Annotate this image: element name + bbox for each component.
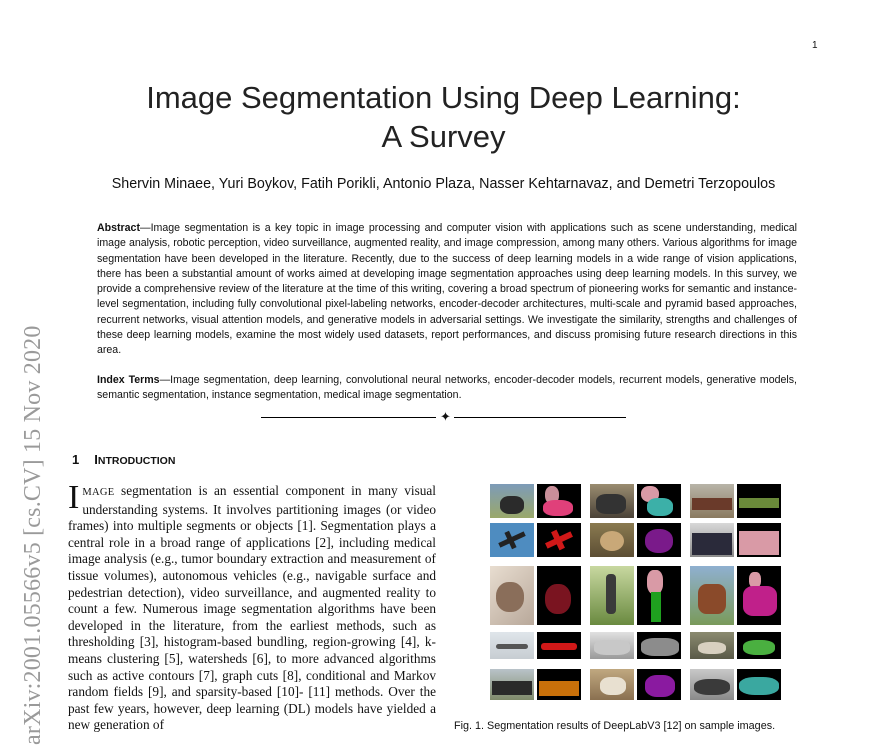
sample-pair-cat bbox=[490, 566, 581, 625]
section-number: 1 bbox=[72, 452, 80, 467]
figure-column-1 bbox=[490, 484, 581, 700]
segmentation-mask bbox=[637, 669, 681, 700]
abstract-label: Abstract bbox=[97, 222, 140, 234]
title-line-2: A Survey bbox=[381, 119, 506, 154]
sample-photo bbox=[490, 523, 534, 557]
sample-photo bbox=[590, 632, 634, 659]
sample-pair-horse-rider bbox=[690, 566, 781, 625]
sample-pair-cyclist bbox=[590, 566, 681, 625]
sample-pair-airplane bbox=[490, 523, 581, 557]
index-terms-text: —Image segmentation, deep learning, convolutional neural networks, encoder-decoder models, recurrent models, generative models, semantic segmentation, instance segmentation, medical image segmentation. bbox=[97, 374, 797, 402]
segmentation-mask bbox=[537, 632, 581, 659]
abstract-text: —Image segmentation is a key topic in image processing and computer vision with applications such as scene understanding, medical image analysis, robotic perception, video surveillance, augmented reality, and image compression, among many others. Various algorithms for image segmentation have been developed in the literature. Recently, due to the success of deep learning models in a wide range of vision applications, there has been a substantial amount of works aimed at developing image segmentation approaches using deep learning models. In this survey, we provide a comprehensive review of the literature at the time of this writing, covering a broad spectrum of pioneering works for semantic and instance-level segmentation, including fully convolutional pixel-labeling networks, encoder-decoder architectures, multi-scale and pyramid based approaches, recurrent networks, visual attention models, and generative models in adversarial settings. We investigate the similarity, strengths and challenges of these deep learning models, examine the most widely used datasets, report performances, and discuss promising future research directions in this area. bbox=[97, 222, 797, 357]
sample-photo bbox=[590, 484, 634, 518]
sample-pair-people bbox=[690, 523, 781, 557]
title-line-1: Image Segmentation Using Deep Learning: bbox=[146, 80, 741, 115]
author-list: Shervin Minaee, Yuri Boykov, Fatih Porikli, Antonio Plaza, Nasser Kehtarnavaz, and Demetri Terzopoulos bbox=[111, 176, 776, 192]
sample-pair-motorbike-2 bbox=[690, 669, 781, 700]
section-heading bbox=[72, 452, 175, 467]
index-terms-label: Index Terms bbox=[97, 374, 160, 386]
segmentation-mask bbox=[537, 566, 581, 625]
sample-pair-sheep bbox=[590, 669, 681, 700]
sample-photo bbox=[490, 632, 534, 659]
sample-photo bbox=[690, 484, 734, 518]
separator-diamond-icon: ✦ bbox=[440, 409, 451, 424]
segmentation-mask bbox=[737, 523, 781, 557]
segmentation-mask bbox=[737, 632, 781, 659]
segmentation-mask bbox=[637, 632, 681, 659]
segmentation-mask bbox=[537, 523, 581, 557]
sample-pair-horses bbox=[690, 484, 781, 518]
figure-segmentation-grid bbox=[490, 484, 781, 700]
segmentation-mask bbox=[537, 484, 581, 518]
segmentation-mask bbox=[637, 484, 681, 518]
sample-photo bbox=[590, 523, 634, 557]
segmentation-mask bbox=[637, 566, 681, 625]
sample-pair-cows bbox=[490, 669, 581, 700]
arxiv-stamp-text: arXiv:2001.05566v5 [cs.CV] 15 Nov 2020 bbox=[20, 325, 46, 745]
index-terms bbox=[97, 373, 797, 404]
sample-pair-car bbox=[590, 632, 681, 659]
intro-paragraph bbox=[68, 479, 436, 734]
sample-photo bbox=[690, 523, 734, 557]
sample-photo bbox=[590, 566, 634, 625]
sample-pair-airplane-2 bbox=[490, 632, 581, 659]
segmentation-mask bbox=[537, 669, 581, 700]
separator-rule-right bbox=[454, 417, 626, 418]
paper-title bbox=[0, 78, 887, 156]
section-title-rest: NTRODUCTION bbox=[97, 455, 176, 467]
figure-caption: Fig. 1. Segmentation results of DeepLabV3 [12] on sample images. bbox=[454, 720, 776, 732]
intro-text: segmentation is an essential component in many visual understanding systems. It involves partitioning images (or video frames) into multiple segments or objects [1]. Segmentation plays a central role in a broad range of applications [2], including medical image analysis (e.g., tumor boundary extraction and measurement of tissue volumes), autonomous vehicles (e.g., navigable surface and pedestrian detection), video surveillance, and augmented reality to count a few. Numerous image segmentation algorithms have been developed in the literature, from the earliest methods, such as thresholding [3], histogram-based bundling, region-growing [4], k-means clustering [5], watersheds [6], to more advanced algorithms such as active contours [7], graph cuts [8], conditional and Markov random fields [9], and sparsity-based [10]- [11] methods. Over the past few years, however, deep learning (DL) models have yielded a new generation of bbox=[68, 483, 436, 733]
sample-photo bbox=[690, 632, 734, 659]
segmentation-mask bbox=[737, 566, 781, 625]
abstract bbox=[97, 221, 797, 359]
segmentation-mask bbox=[637, 523, 681, 557]
figure-column-2 bbox=[590, 484, 681, 700]
drop-cap: I bbox=[68, 479, 80, 516]
sample-photo bbox=[690, 669, 734, 700]
segmentation-mask bbox=[737, 669, 781, 700]
figure-column-3 bbox=[690, 484, 781, 700]
sample-pair-dog bbox=[690, 632, 781, 659]
sample-photo bbox=[490, 484, 534, 518]
sample-pair-motorcycle-riders bbox=[590, 484, 681, 518]
sample-pair-bird bbox=[590, 523, 681, 557]
sample-photo bbox=[690, 566, 734, 625]
separator-rule-left bbox=[261, 417, 436, 418]
intro-small-caps: MAGE bbox=[82, 487, 115, 498]
sample-pair-motorbike bbox=[490, 484, 581, 518]
segmentation-mask bbox=[737, 484, 781, 518]
sample-photo bbox=[490, 669, 534, 700]
arxiv-stamp bbox=[0, 300, 46, 750]
sample-photo bbox=[490, 566, 534, 625]
sample-photo bbox=[590, 669, 634, 700]
page-number: 1 bbox=[812, 40, 818, 51]
section-initial: I bbox=[94, 452, 98, 467]
